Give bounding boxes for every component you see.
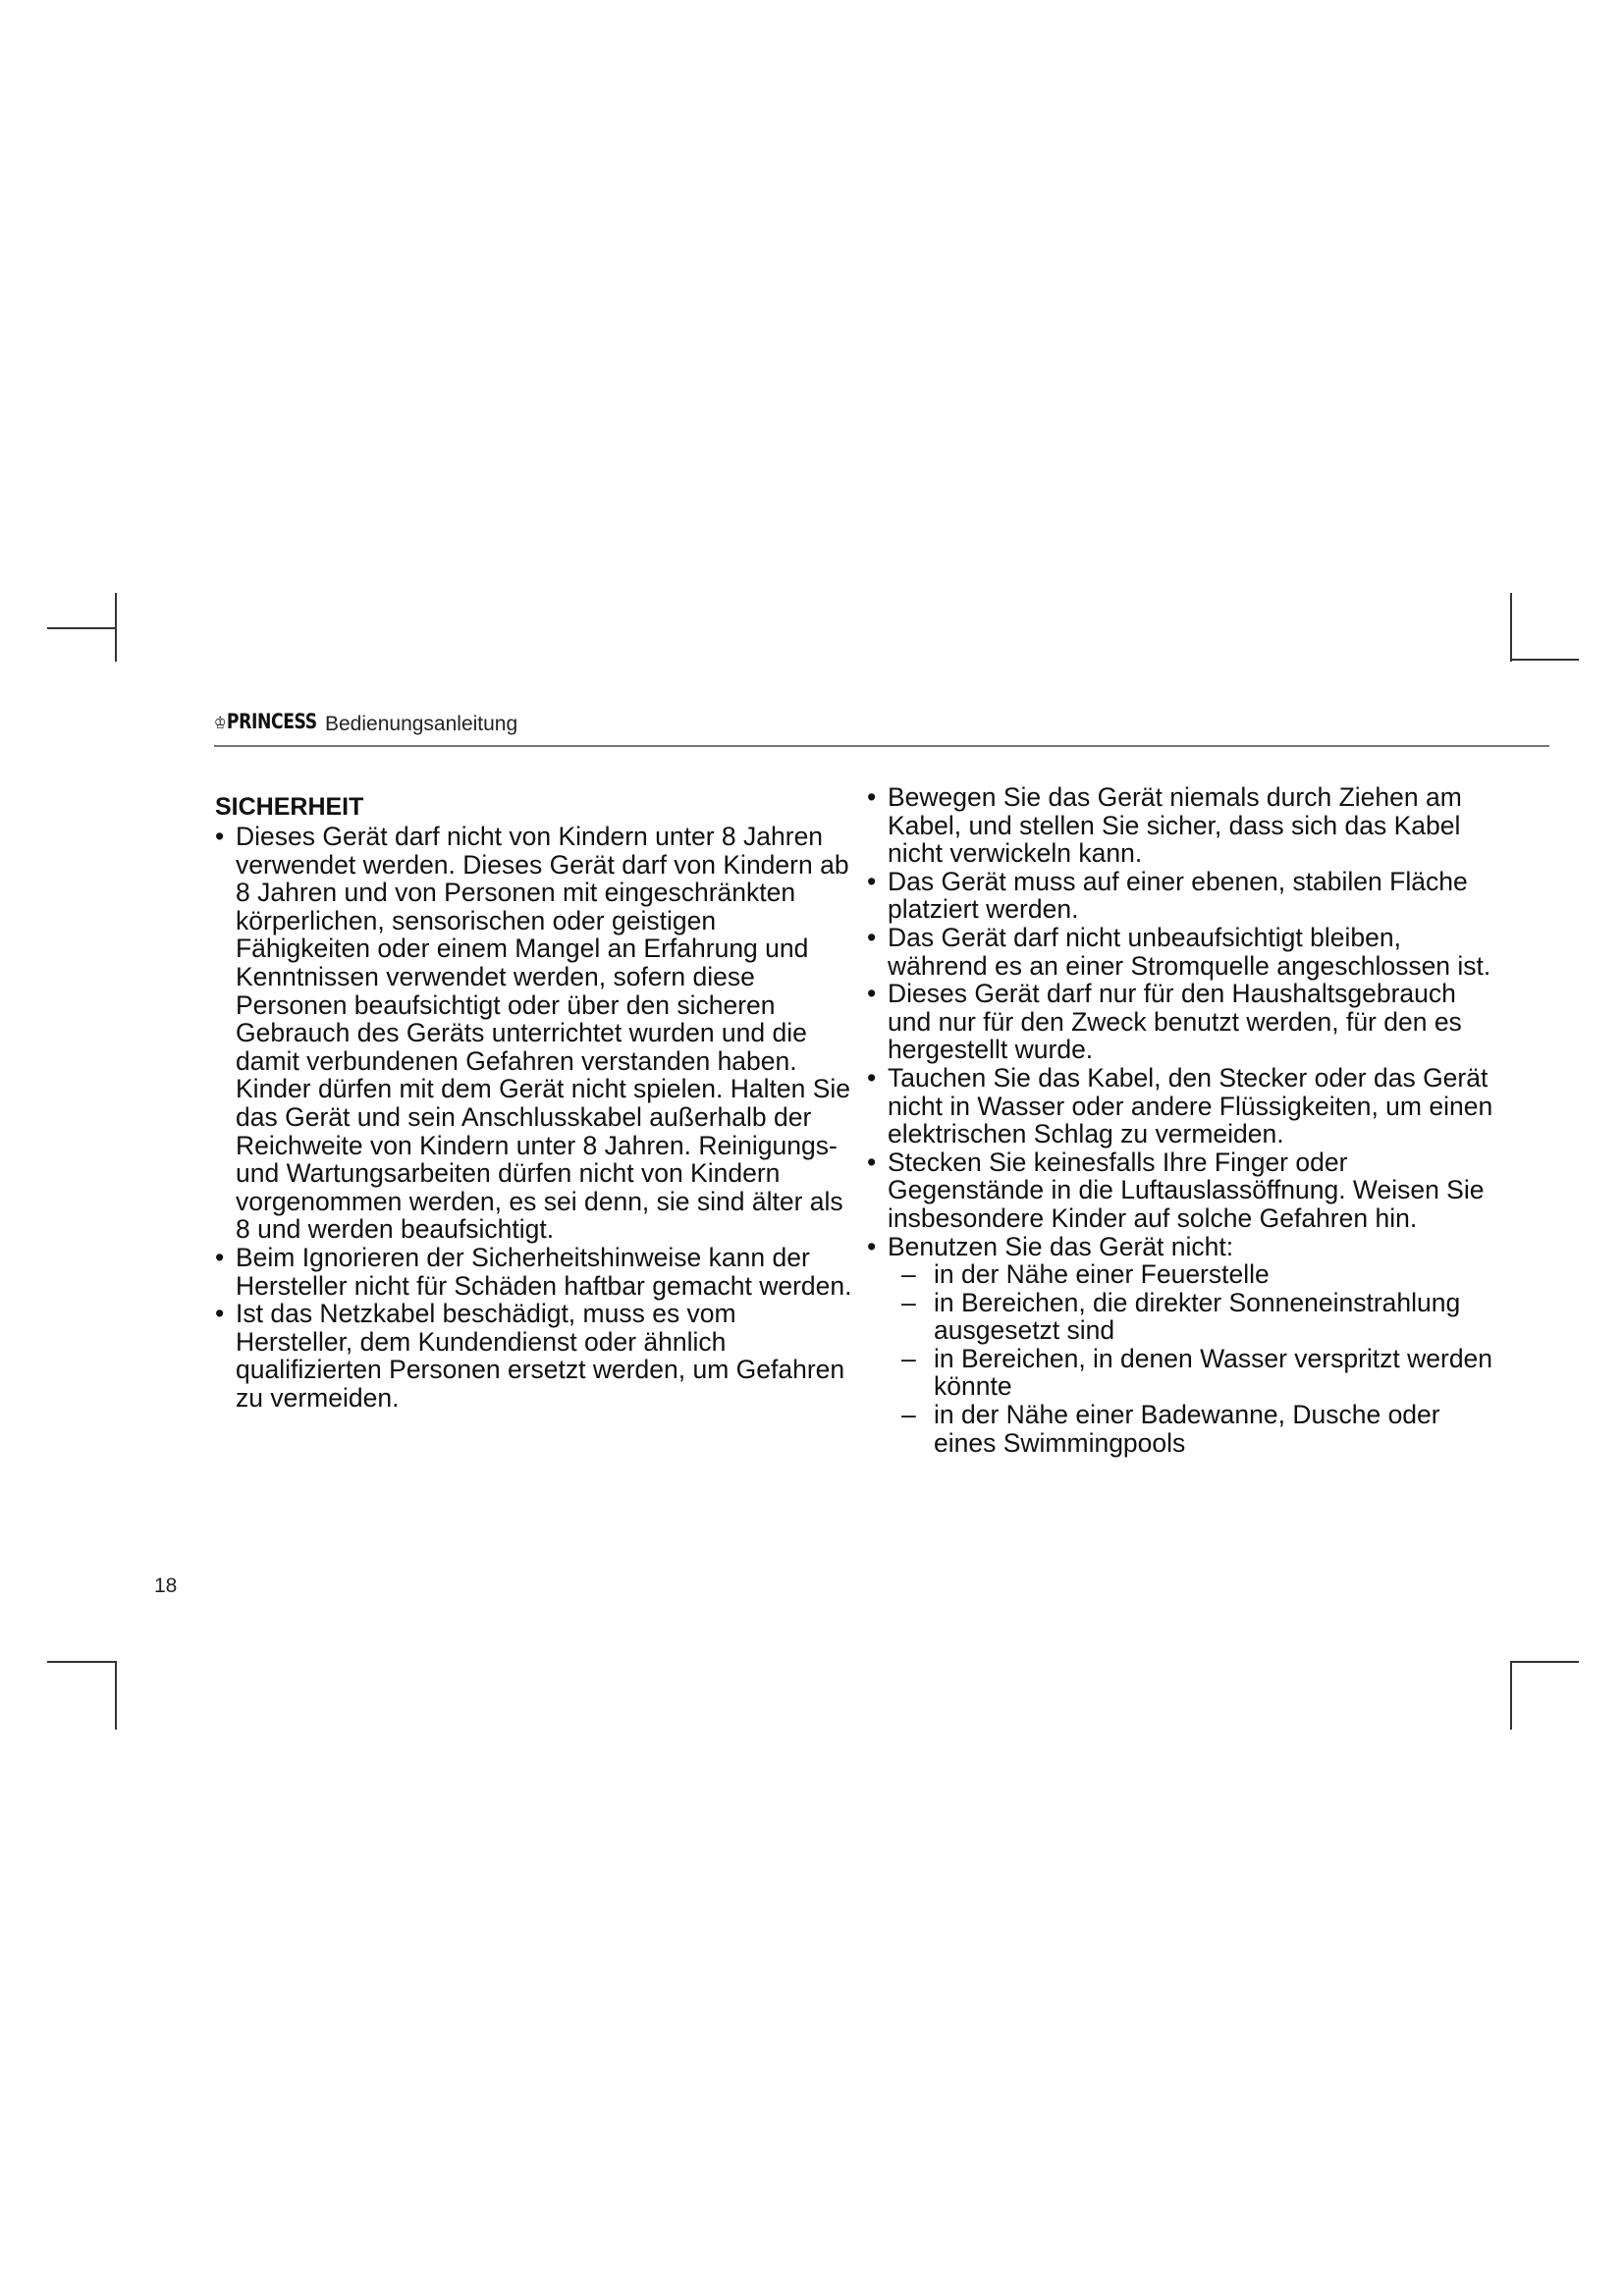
list-item: • Dieses Gerät darf nur für den Haushaltsgebrauch und nur für den Zweck benutzt werden, für den es hergestellt wurde. (867, 980, 1495, 1064)
list-item: • Das Gerät darf nicht unbeaufsichtigt bleiben, während es an einer Stromquelle angeschlossen ist. (867, 924, 1495, 980)
brand-name: PRINCESS (226, 710, 317, 733)
left-column (215, 793, 853, 1412)
list-item: • Das Gerät muss auf einer ebenen, stabilen Fläche platziert werden. (867, 868, 1495, 924)
list-item-text: Benutzen Sie das Gerät nicht: (888, 1231, 1234, 1261)
right-column (867, 783, 1495, 1457)
list-item: • Bewegen Sie das Gerät niemals durch Ziehen am Kabel, und stellen Sie sicher, dass sich das Kabel nicht verwickeln kann. (867, 783, 1495, 868)
header-divider (214, 745, 1549, 747)
sub-list (888, 1260, 1495, 1457)
brand-logo (214, 710, 317, 733)
sub-list-item: – in Bereichen, in denen Wasser verspritzt werden könnte (901, 1345, 1495, 1401)
sub-list-item: – in Bereichen, die direkter Sonneneinstrahlung ausgesetzt sind (901, 1289, 1495, 1345)
list-item: • Ist das Netzkabel beschädigt, muss es vom Hersteller, dem Kundendienst oder ähnlich qualifizierten Personen ersetzt werden, um Gefahren zu vermeiden. (215, 1300, 853, 1412)
list-item: • Tauchen Sie das Kabel, den Stecker oder das Gerät nicht in Wasser oder andere Flüssigkeiten, um einen elektrischen Schlag zu vermeiden. (867, 1064, 1495, 1148)
section-title: SICHERHEIT (215, 793, 364, 821)
safety-list-left (215, 823, 853, 1412)
page-header (214, 705, 1549, 744)
crown-icon: ♔ (214, 714, 227, 733)
document-title: Bedienungsanleitung (325, 713, 518, 735)
list-item-with-sublist (867, 1233, 1495, 1458)
sub-list-item: – in der Nähe einer Feuerstelle (901, 1260, 1495, 1289)
sub-list-item: – in der Nähe einer Badewanne, Dusche oder eines Swimmingpools (901, 1401, 1495, 1457)
list-item: • Dieses Gerät darf nicht von Kindern unter 8 Jahren verwendet werden. Dieses Gerät darf von Kindern ab 8 Jahren und von Personen mit eingeschränkten körperlichen, sensorischen oder geistigen Fähigkeiten oder einem Mangel an Erfahrung und Kenntnissen verwendet werden, sofern diese Personen beaufsichtigt oder über den sicheren Gebrauch des Geräts unterrichtet wurden und die damit verbundenen Gefahren verstanden haben. Kinder dürfen mit dem Gerät nicht spielen. Halten Sie das Gerät und sein Anschlusskabel außerhalb der Reichweite von Kindern unter 8 Jahren. Reinigungs- und Wartungsarbeiten dürfen nicht von Kindern vorgenommen werden, es sei denn, sie sind älter als 8 und werden beaufsichtigt. (215, 823, 853, 1244)
list-item: • Beim Ignorieren der Sicherheitshinweise kann der Hersteller nicht für Schäden haftbar gemacht werden. (215, 1244, 853, 1300)
safety-list-right (867, 783, 1495, 1457)
list-item: • Stecken Sie keinesfalls Ihre Finger oder Gegenstände in die Luftauslassöffnung. Weisen Sie insbesondere Kinder auf solche Gefahren hin. (867, 1148, 1495, 1233)
page-number: 18 (154, 1575, 178, 1597)
